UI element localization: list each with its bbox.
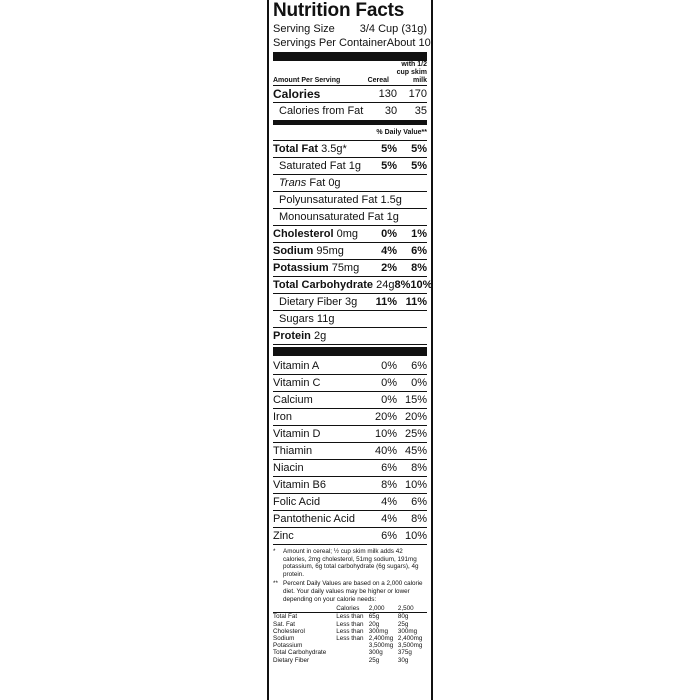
dv-table-cell: Less than: [336, 627, 364, 635]
dv-table-cell: Less than: [336, 620, 364, 628]
dv-table-cell: 20g: [368, 620, 380, 628]
dv-table-cell: 80g: [397, 613, 409, 621]
nutrient-name: Total Carbohydrate: [273, 279, 374, 291]
dv-table-cell: Less than: [336, 634, 364, 642]
vitamin-dv-milk: 25%: [404, 428, 427, 440]
vitamin-name: Vitamin A: [273, 360, 320, 372]
dv-table-cell: 300g: [368, 649, 383, 657]
vitamin-name: Vitamin B6: [273, 479, 326, 491]
vitamin-dv-milk: 10%: [404, 530, 427, 542]
vitamin-dv-cereal: 20%: [374, 411, 397, 423]
calories-row: [273, 86, 427, 103]
nutrient-dv-milk: 1%: [411, 228, 427, 240]
vitamin-dv-milk: 6%: [411, 360, 427, 372]
vitamin-row: [273, 460, 427, 477]
vitamin-dv-cereal: 8%: [381, 479, 397, 491]
medium-divider: [273, 120, 427, 125]
nutrient-row: [273, 328, 427, 345]
nutrient-dv-cereal: 4%: [381, 245, 397, 257]
vitamin-name: Pantothenic Acid: [273, 513, 355, 525]
nutrient-row: [273, 277, 433, 294]
nutrient-name: Protein: [273, 330, 311, 342]
calories-milk: 170: [408, 88, 427, 100]
dv-table-row: [273, 628, 427, 635]
col-milk: with 1/2 cup skim milk: [396, 61, 427, 84]
nutrient-name: Dietary Fiber: [279, 296, 342, 308]
calories-cereal: 130: [378, 88, 397, 100]
nutrient-amount: Fat 0g: [306, 177, 341, 189]
vitamin-dv-milk: 8%: [411, 462, 427, 474]
daily-value-header: % Daily Value**: [273, 126, 427, 141]
nutrient-label: [273, 160, 363, 172]
nutrient-amount: 0mg: [333, 228, 358, 240]
dv-table-cell: 3,500mg: [397, 642, 423, 650]
nutrient-row: [273, 141, 427, 158]
nutrient-name: Potassium: [273, 262, 329, 274]
dv-table-cell: 25g: [368, 656, 380, 664]
dv-table-row: [273, 613, 427, 621]
serving-size-label: Serving Size: [273, 23, 335, 35]
vitamin-row: [273, 494, 427, 511]
dv-table-row: [273, 642, 427, 649]
vitamin-row: [273, 511, 427, 528]
nutrient-dv-cereal: 0%: [381, 228, 397, 240]
vitamin-dv-cereal: 4%: [381, 496, 397, 508]
footnote-1: * Amount in cereal; ½ cup skim milk adds 42 calories, 2mg cholesterol, 51mg sodium, 191mg potassium, 6g total carbohydrate (6g sugars), 4g protein.: [273, 548, 419, 578]
nutrient-name: Sodium: [273, 245, 314, 257]
vitamin-dv-cereal: 0%: [381, 377, 397, 389]
nutrient-label: [273, 330, 363, 342]
nutrient-name: Sugars: [279, 313, 314, 325]
nutrient-row: [273, 192, 427, 209]
nutrient-amount: 24g: [373, 279, 395, 291]
nutrient-label: [273, 194, 402, 206]
dv-table-cell: 2,500: [398, 605, 427, 613]
dv-table-cell: 30g: [397, 656, 409, 664]
dv-table-cell: 65g: [368, 613, 380, 621]
dv-table-cell: 3,500mg: [368, 642, 394, 650]
nutrient-dv-milk: 10%: [410, 279, 433, 291]
calories-label: Calories: [273, 87, 321, 101]
nutrient-dv-cereal: 5%: [381, 143, 397, 155]
vitamin-row: [273, 392, 427, 409]
nutrient-name: Saturated Fat: [279, 160, 346, 172]
dv-table-cell: Cholesterol: [273, 627, 305, 635]
dv-table-cell: 300mg: [368, 627, 388, 635]
nutrient-row: [273, 226, 427, 243]
dv-table-row: [273, 605, 427, 613]
vitamin-name: Zinc: [273, 530, 294, 542]
nutrient-label: [273, 143, 363, 155]
thick-divider: [273, 52, 427, 61]
vitamin-dv-cereal: 4%: [381, 513, 397, 525]
vitamin-dv-milk: 45%: [404, 445, 427, 457]
nutrient-dv-cereal: 11%: [375, 296, 397, 308]
nutrient-amount: 1g: [383, 211, 399, 223]
nutrient-row: [273, 294, 427, 311]
nutrient-name: Monounsaturated Fat: [279, 211, 384, 223]
servings-per-container-row: [273, 36, 431, 50]
vitamin-name: Iron: [273, 411, 292, 423]
servings-label: Servings Per Container: [273, 37, 387, 49]
vitamin-row: [273, 528, 427, 545]
calories-fat-cereal: 30: [384, 105, 398, 117]
nutrient-row: [273, 209, 427, 226]
dv-table-cell: 25g: [397, 620, 409, 628]
nutrient-dv-milk: 6%: [411, 245, 427, 257]
nutrient-amount: 11g: [313, 313, 335, 325]
dv-table-cell: 2,400mg: [368, 634, 394, 642]
nutrient-amount: 3g: [341, 296, 358, 308]
vitamin-row: [273, 409, 427, 426]
nutrition-label: [267, 0, 433, 700]
nutrient-amount: 1.5g: [377, 194, 402, 206]
vitamin-dv-cereal: 0%: [381, 394, 397, 406]
label-title: Nutrition Facts: [273, 0, 405, 21]
vitamin-row: [273, 375, 427, 392]
nutrient-name: Cholesterol: [273, 228, 334, 240]
dv-table-cell: 2,000: [369, 605, 398, 613]
dv-table-cell: [336, 649, 368, 656]
dv-table-cell: [336, 657, 368, 664]
nutrient-amount: 95mg: [313, 245, 344, 257]
nutrient-name: Total Fat: [273, 143, 319, 155]
thick-divider-vitamins: [273, 347, 427, 356]
nutrient-amount: 3.5g*: [318, 143, 347, 155]
vitamin-dv-cereal: 10%: [374, 428, 397, 440]
dv-table-cell: Calories: [336, 605, 368, 613]
vitamins-list: [273, 358, 427, 545]
nutrients-list: [273, 141, 433, 345]
vitamin-name: Folic Acid: [273, 496, 321, 508]
nutrient-dv-cereal: 2%: [381, 262, 397, 274]
amount-per-serving: Amount Per Serving: [273, 77, 341, 84]
vitamin-name: Calcium: [273, 394, 313, 406]
nutrient-amount: 2g: [310, 330, 327, 342]
servings-value: About 10: [386, 37, 431, 49]
nutrient-row: [273, 175, 427, 192]
vitamin-dv-milk: 15%: [404, 394, 427, 406]
nutrient-row: [273, 243, 427, 260]
footnote-2: ** Percent Daily Values are based on a 2,000 calorie diet. Your daily values may be higher or lower depending on your calorie needs:: [273, 580, 423, 603]
nutrient-row: [273, 158, 427, 175]
vitamin-name: Vitamin D: [273, 428, 321, 440]
calories-fat-milk: 35: [414, 105, 427, 117]
dv-table-cell: Potassium: [273, 642, 303, 650]
dv-table-row: [273, 649, 427, 656]
serving-size-value: 3/4 Cup (31g): [359, 23, 427, 35]
nutrient-dv-milk: 5%: [411, 143, 427, 155]
daily-value-table: [273, 605, 427, 664]
vitamin-row: [273, 358, 427, 375]
vitamin-dv-milk: 0%: [411, 377, 427, 389]
nutrient-row: [273, 311, 427, 328]
dv-table-cell: Total Fat: [273, 613, 298, 621]
nutrient-label: [273, 211, 399, 223]
nutrient-label: [273, 245, 363, 257]
dv-table-cell: 2,400mg: [397, 634, 423, 642]
vitamin-dv-cereal: 6%: [381, 462, 397, 474]
dv-table-cell: [336, 642, 368, 649]
dv-table-cell: 300mg: [397, 627, 418, 635]
nutrient-label: [273, 279, 394, 291]
dv-table-cell: [273, 605, 336, 613]
nutrient-label: [273, 177, 363, 189]
nutrient-label: [273, 228, 363, 240]
dv-table-cell: Sat. Fat: [273, 620, 296, 628]
nutrient-row: [273, 260, 427, 277]
nutrient-label: [273, 313, 363, 325]
vitamin-name: Vitamin C: [273, 377, 321, 389]
calories-fat-row: [273, 103, 427, 119]
dv-table-cell: Sodium: [273, 634, 295, 642]
dv-table-row: [273, 657, 427, 664]
nutrient-dv-milk: 11%: [405, 296, 427, 308]
nutrient-name: Trans: [279, 177, 307, 189]
dv-table-cell: Dietary Fiber: [273, 656, 310, 664]
vitamin-dv-milk: 6%: [411, 496, 427, 508]
nutrient-dv-cereal: 8%: [394, 279, 411, 291]
vitamin-dv-milk: 8%: [411, 513, 427, 525]
nutrient-amount: 1g: [345, 160, 361, 172]
vitamin-row: [273, 426, 427, 443]
nutrient-amount: 75mg: [328, 262, 360, 274]
col-cereal: Cereal: [367, 77, 389, 84]
calories-fat-label: Calories from Fat: [279, 105, 364, 117]
nutrient-name: Polyunsaturated Fat: [279, 194, 378, 206]
nutrient-dv-milk: 5%: [411, 160, 427, 172]
vitamin-dv-milk: 10%: [404, 479, 427, 491]
vitamin-dv-cereal: 40%: [374, 445, 397, 457]
footnotes: [273, 548, 427, 664]
vitamin-row: [273, 443, 427, 460]
vitamin-dv-cereal: 6%: [381, 530, 397, 542]
nutrient-label: [273, 296, 363, 308]
vitamin-row: [273, 477, 427, 494]
vitamin-dv-cereal: 0%: [381, 360, 397, 372]
vitamin-dv-milk: 20%: [404, 411, 427, 423]
dv-table-cell: 375g: [397, 649, 412, 657]
dv-table-cell: Less than: [336, 613, 364, 621]
serving-size-row: [273, 22, 427, 36]
nutrient-label: [273, 262, 363, 274]
dv-table-cell: Total Carbohydrate: [273, 649, 327, 657]
dv-table-row: [273, 621, 427, 628]
vitamin-name: Thiamin: [273, 445, 313, 457]
vitamin-name: Niacin: [273, 462, 304, 474]
nutrient-dv-milk: 8%: [411, 262, 427, 274]
column-header: [273, 63, 427, 86]
dv-table-row: [273, 635, 427, 642]
nutrient-dv-cereal: 5%: [381, 160, 397, 172]
